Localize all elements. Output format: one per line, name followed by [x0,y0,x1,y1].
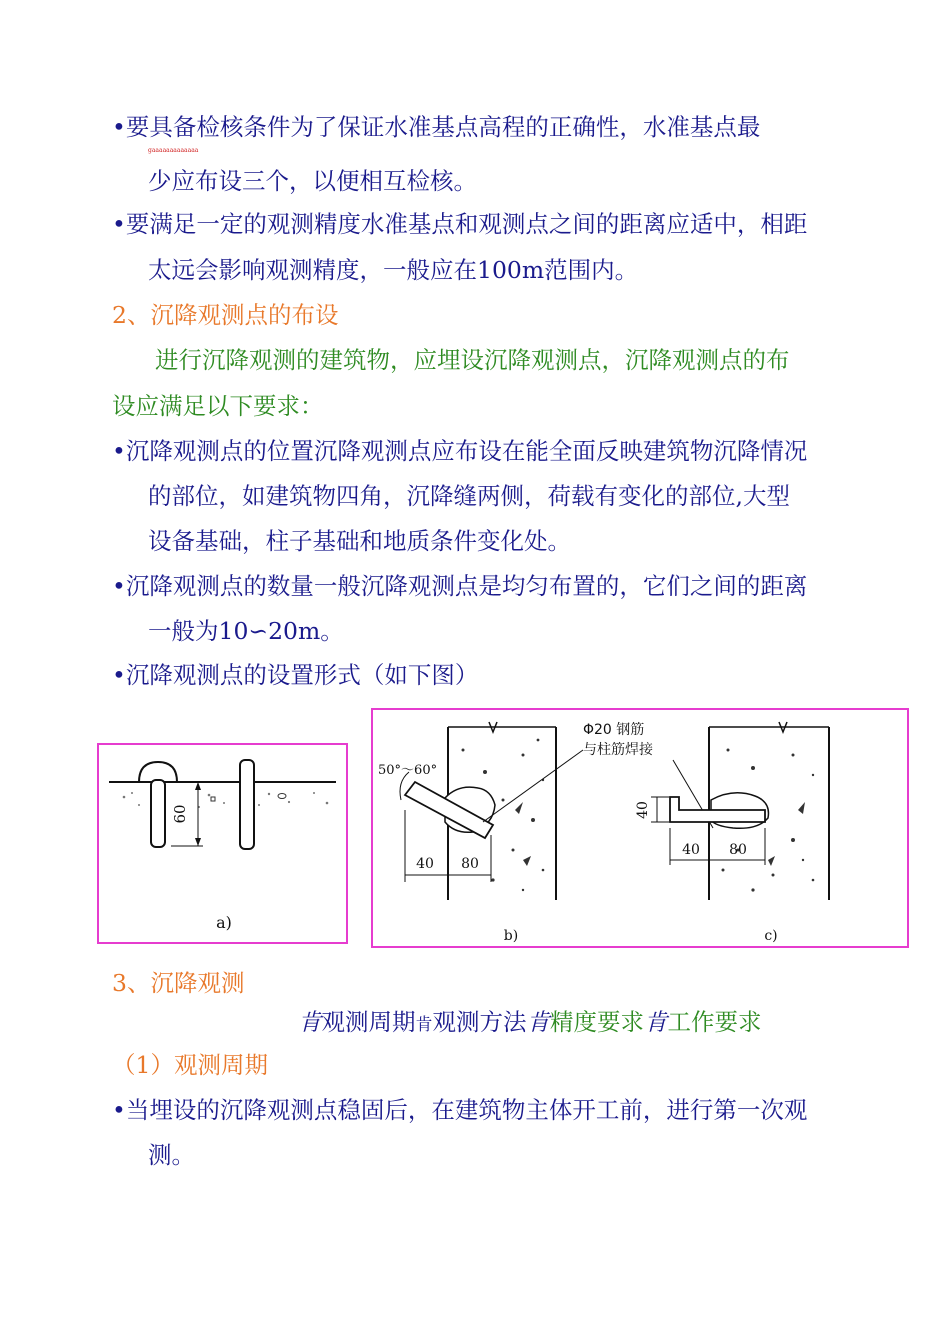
figure-b-dim1: 40 [416,856,434,872]
figure-a-dimension: 60 [171,804,189,824]
paragraph-2-line-1: •要满足一定的观测精度水准基点和观测点之间的距离应适中，相距 [112,210,808,238]
bullet-mark-4: 肯 [644,1008,668,1036]
paragraph-4-line-1: •沉降观测点的数量一般沉降观测点是均匀布置的，它们之间的距离 [112,572,808,600]
figure-a-caption: a) [216,913,232,932]
intro-line-1: 进行沉降观测的建筑物，应埋设沉降观测点，沉降观测点的布 [155,346,790,374]
paragraph-1-line-1: •要具备检核条件为了保证水准基点高程的正确性，水准基点最 [112,113,761,141]
observation-topics [298,1007,762,1040]
figure-b-note-line-1: Φ20 钢筋 [583,722,645,738]
topic-precision: 精度要求 [550,1008,644,1036]
bullet-mark-2: 肯 [415,1015,433,1035]
topic-work: 工作要求 [667,1008,762,1036]
figure-c-caption: c) [764,928,778,944]
annotation-tiny-text: gaaaaaaaaaaaaa [148,147,199,154]
intro-line-2: 设应满足以下要求： [112,392,324,420]
topic-method: 观测方法 [432,1008,527,1036]
figure-a-drawing [99,745,346,942]
bullet-mark-3: 肯 [526,1008,550,1036]
figure-c-dim-vertical: 40 [635,801,651,819]
figure-b-angle: 50°～60° [378,763,438,778]
bullet-mark-1: 肯 [298,1008,322,1036]
figure-a [97,743,348,944]
paragraph-3-line-1: •沉降观测点的位置沉降观测点应布设在能全面反映建筑物沉降情况 [112,437,808,465]
section-3-heading: 3、沉降观测 [112,969,245,997]
subsection-1-heading: （1）观测周期 [112,1051,268,1079]
paragraph-3-line-3: 设备基础，柱子基础和地质条件变化处。 [148,527,571,555]
topic-period: 观测周期 [321,1008,416,1036]
paragraph-5-line-1: •沉降观测点的设置形式（如下图） [112,661,479,689]
figure-c-dim1: 40 [682,842,700,858]
section-2-heading: 2、沉降观测点的布设 [112,301,339,329]
paragraph-3-line-2: 的部位，如建筑物四角，沉降缝两侧，荷载有变化的部位,大型 [148,482,790,510]
paragraph-1-line-2: 少应布设三个，以便相互检核。 [148,167,477,195]
paragraph-2-line-2: 太远会影响观测精度，一般应在100m范围内。 [148,256,639,284]
figure-c-dim2: 80 [729,842,747,858]
figure-b-note-line-2: 与柱筋焊接 [583,742,653,758]
figure-bc [371,708,909,948]
figure-bc-drawing [373,710,907,946]
paragraph-6-line-1: •当埋设的沉降观测点稳固后，在建筑物主体开工前，进行第一次观 [112,1096,808,1124]
figure-b-caption: b) [503,928,519,944]
paragraph-6-line-2: 测。 [148,1141,195,1169]
figure-b-dim2: 80 [461,856,479,872]
paragraph-4-line-2: 一般为10∽20m。 [148,617,344,645]
